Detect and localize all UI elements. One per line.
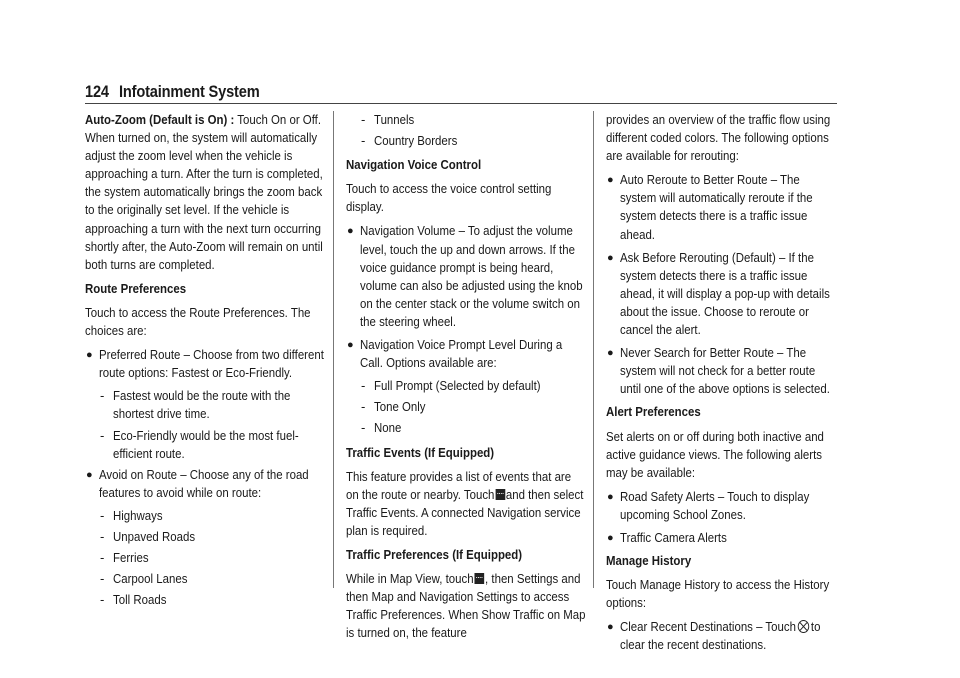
bullet-icon: ● bbox=[607, 251, 614, 264]
traffic-pref-heading: Traffic Preferences (If Equipped) bbox=[346, 546, 523, 562]
sub-item: - None bbox=[361, 420, 402, 436]
bullet-icon: ● bbox=[607, 490, 614, 503]
menu-grid-icon bbox=[495, 489, 505, 500]
reroute-item: ● Ask Before Rerouting (Default) – If the system detects there is a traffic issue ahead, it will display a pop-up with details about the issue. Choose to reroute or cancel the alert. bbox=[607, 249, 830, 338]
history-intro: Touch Manage History to access the History options: bbox=[606, 577, 830, 611]
circle-x-icon bbox=[798, 620, 809, 633]
sub-item: - Eco-Friendly would be the most fuel-efficient route. bbox=[100, 427, 299, 461]
nav-voice-intro: Touch to access the voice control setting display. bbox=[346, 181, 552, 215]
column-2 bbox=[346, 111, 588, 648]
alert-heading: Alert Preferences bbox=[606, 404, 701, 420]
traffic-events-heading: Traffic Events (If Equipped) bbox=[346, 444, 495, 460]
sub-item: - Ferries bbox=[100, 550, 149, 566]
route-pref-heading: Route Preferences bbox=[85, 280, 187, 296]
sub-item: - Toll Roads bbox=[100, 592, 167, 608]
column-divider-2 bbox=[593, 111, 594, 588]
reroute-item: ● Auto Reroute to Better Route – The system will automatically reroute if the system detects there is a traffic issue ahead. bbox=[607, 172, 813, 242]
sub-item: - Highways bbox=[100, 507, 163, 523]
traffic-events-paragraph: This feature provides a list of events that are on the route or nearby. Touch and then select Traffic Events. A connected Navigation service plan is required. bbox=[346, 468, 584, 538]
avoid-route-item: ● Avoid on Route – Choose any of the road features to avoid while on route: bbox=[86, 466, 309, 500]
bullet-icon: ● bbox=[607, 621, 614, 634]
alert-item: ● Road Safety Alerts – Touch to display upcoming School Zones. bbox=[607, 488, 810, 522]
bullet-icon: ● bbox=[347, 225, 354, 238]
history-heading: Manage History bbox=[606, 553, 692, 569]
sub-item: - Tunnels bbox=[361, 112, 415, 127]
bullet-icon: ● bbox=[607, 347, 614, 360]
nav-prompt-item: ● Navigation Voice Prompt Level During a Call. Options available are: bbox=[347, 337, 563, 371]
bullet-icon: ● bbox=[86, 468, 93, 481]
sub-item: - Fastest would be the route with the shortest drive time. bbox=[100, 388, 291, 422]
column-3 bbox=[606, 111, 840, 660]
page-number: 124 bbox=[85, 82, 109, 101]
sub-item: - Country Borders bbox=[361, 133, 458, 149]
sub-item: - Full Prompt (Selected by default) bbox=[361, 378, 541, 394]
reroute-item: ● Never Search for Better Route – The system will not check for a better route until one of the above options is selected. bbox=[607, 345, 830, 397]
alert-item: ● Traffic Camera Alerts bbox=[606, 529, 840, 547]
sub-item: - Carpool Lanes bbox=[100, 571, 188, 587]
bullet-icon: ● bbox=[86, 349, 93, 362]
traffic-pref-paragraph: While in Map View, touch , then Settings and then Map and Navigation Settings to access Traffic Preferences. When Show Traffic on Map is turned on, the feature bbox=[346, 571, 586, 641]
sub-item: - Unpaved Roads bbox=[100, 528, 196, 544]
traffic-cont-paragraph: provides an overview of the traffic flow using different coded colors. The following options are available for rerouting: bbox=[606, 112, 831, 164]
route-pref-intro: Touch to access the Route Preferences. The choices are: bbox=[85, 304, 311, 339]
autozoom-paragraph bbox=[85, 111, 335, 274]
column-1 bbox=[85, 111, 335, 612]
sub-item: - Tone Only bbox=[361, 399, 426, 415]
nav-voice-heading: Navigation Voice Control bbox=[346, 157, 482, 173]
bullet-icon: ● bbox=[607, 174, 614, 187]
page-header bbox=[85, 82, 282, 102]
alert-intro: Set alerts on or off during both inactive and active guidance views. The following alerts may be available: bbox=[606, 428, 824, 480]
bullet-icon: ● bbox=[607, 531, 614, 544]
menu-grid-icon bbox=[474, 573, 484, 584]
autozoom-label: Auto-Zoom (Default is On) : bbox=[85, 112, 235, 127]
bullet-icon: ● bbox=[347, 339, 354, 352]
section-title: Infotainment System bbox=[118, 82, 260, 101]
nav-volume-item: ● Navigation Volume – To adjust the volume level, touch the up and down arrows. If the voice guidance prompt is being heard, volume can also be adjusted using the knob on the center stack or the volume switch on the steering wheel. bbox=[347, 223, 583, 329]
preferred-route-item: ● Preferred Route – Choose from two different route options: Fastest or Eco-Friendly. bbox=[86, 347, 324, 381]
header-rule bbox=[85, 103, 837, 104]
clear-history-item: ● Clear Recent Destinations – Touch to clear the recent destinations. bbox=[607, 619, 821, 653]
autozoom-text: Touch On or Off. When turned on, the system will automatically adjust the zoom level when the vehicle is approaching a turn. After the turn is completed, the system automatically brings the zoom back to the originally set level. If the vehicle is approaching a turn with the next turn occurring shortly after, the Auto-Zoom will remain on until both turns are completed. bbox=[85, 112, 323, 272]
